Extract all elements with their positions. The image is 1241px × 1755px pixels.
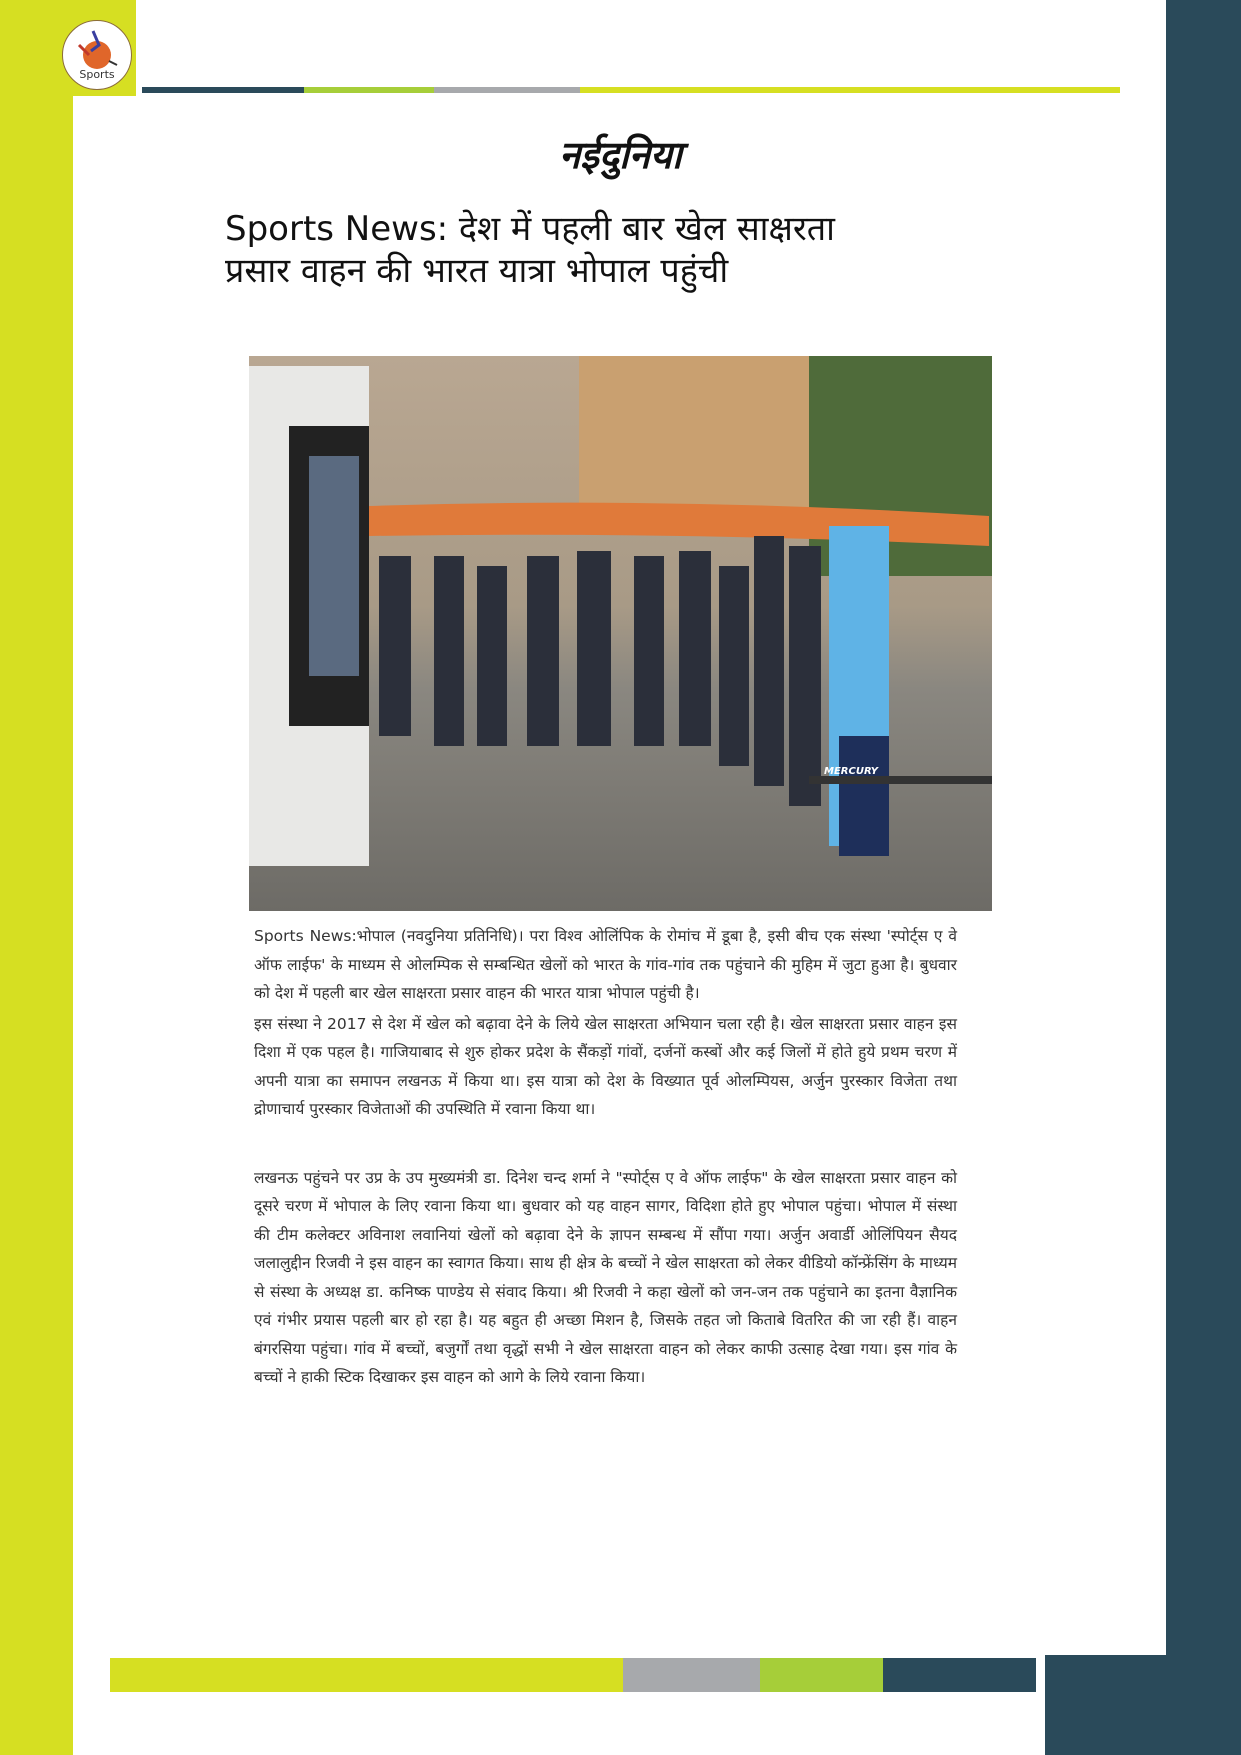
- bottom-bar-green: [760, 1658, 883, 1692]
- left-accent-stripe: [0, 0, 73, 1755]
- bottom-right-accent: [1045, 1655, 1241, 1755]
- right-accent-column: [1166, 0, 1241, 1755]
- logo-text: Sports: [79, 68, 115, 81]
- paragraph-2: इस संस्था ने 2017 से देश में खेल को बढ़ावा देने के लिये खेल साक्षरता अभियान चला रही है। खेल साक्षरता प्रसार वाहन इस दिशा में एक पहल है। गाजियाबाद से शुरु होकर प्रदेश के सैंकड़ों गांवों, दर्जनों कस्बों और कई जिलों में होते हुये प्रथम चरण में अपनी यात्रा का समापन लखनऊ में किया था। इस यात्रा को देश के विख्यात पूर्व ओलम्पियस, अर्जुन पुरस्कार विजेता तथा द्रोणाचार्य पुरस्कार विजेताओं की उपस्थिति में रवाना किया था।: [254, 1014, 957, 1118]
- headline-line-2: प्रसार वाहन की भारत यात्रा भोपाल पहुंची: [225, 251, 729, 291]
- top-bar-gray: [434, 87, 580, 93]
- top-bar-dark: [142, 87, 304, 93]
- sports-logo: [62, 20, 132, 90]
- headline: [225, 208, 1025, 292]
- photo-stick-label: MERCURY: [824, 766, 878, 777]
- newspaper-masthead: नईदुनिया: [559, 132, 682, 177]
- top-bar-green: [304, 87, 434, 93]
- paragraph-3: लखनऊ पहुंचने पर उप्र के उप मुख्यमंत्री डा. दिनेश चन्द शर्मा ने "स्पोर्ट्स ए वे ऑफ लाईफ" के खेल साक्षरता प्रसार वाहन को दूसरे चरण में भोपाल के लिए रवाना किया था। बुधवार को यह वाहन सागर, विदिशा होते हुए भोपाल पहुंचा। भोपाल में संस्था की टीम कलेक्टर अविनाश लवानियां खेलों को बढ़ावा देने के ज्ञापन सम्बन्ध में सौंपा गया। अर्जुन अवार्डी ओलिंपियन सैयद जलालुद्दीन रिजवी ने इस वाहन का स्वागत किया। साथ ही क्षेत्र के बच्चों ने खेल साक्षरता को लेकर वीडियो कॉन्फ्रेंसिंग के माध्यम से संस्था के अध्यक्ष डा. कनिष्क पाण्डेय से संवाद किया। श्री रिजवी ने कहा खेलों को जन-जन तक पहुंचाने का इतना वैज्ञानिक एवं गंभीर प्रयास पहली बार हो रहा है। यह बहुत ही अच्छा मिशन है, जिसके तहत जो किताबे वितरित की जा रही हैं। वाहन बंगरसिया पहुंचा। गांव में बच्चों, बजुर्गों तथा वृद्धों सभी ने खेल साक्षरता वाहन को लेकर काफी उत्साह देखा गया। इस गांव के बच्चों ने हाकी स्टिक दिखाकर इस वाहन को आगे के लिये रवाना किया।: [254, 1168, 957, 1386]
- headline-line-1: Sports News: देश में पहली बार खेल साक्षरता: [225, 209, 835, 249]
- news-photo: [249, 356, 992, 911]
- bottom-bar-gray: [623, 1658, 760, 1692]
- article-body: [254, 922, 957, 1394]
- logo-block: [0, 0, 136, 96]
- bottom-bar-dark: [883, 1658, 1036, 1692]
- top-bar-lime: [580, 87, 1120, 93]
- bottom-bar-lime: [110, 1658, 623, 1692]
- paragraph-1: Sports News:भोपाल (नवदुनिया प्रतिनिधि)। परा विश्व ओलिंपिक के रोमांच में डूबा है, इसी बीच एक संस्था 'स्पोर्ट्स ए वे ऑफ लाईफ' के माध्यम से ओलम्पिक से सम्बन्धित खेलों को भारत के गांव-गांव तक पहुंचाने की मुहिम में जुटा हुआ है। बुधवार को देश में पहली बार खेल साक्षरता प्रसार वाहन की भारत यात्रा भोपाल पहुंची है।: [254, 927, 957, 1002]
